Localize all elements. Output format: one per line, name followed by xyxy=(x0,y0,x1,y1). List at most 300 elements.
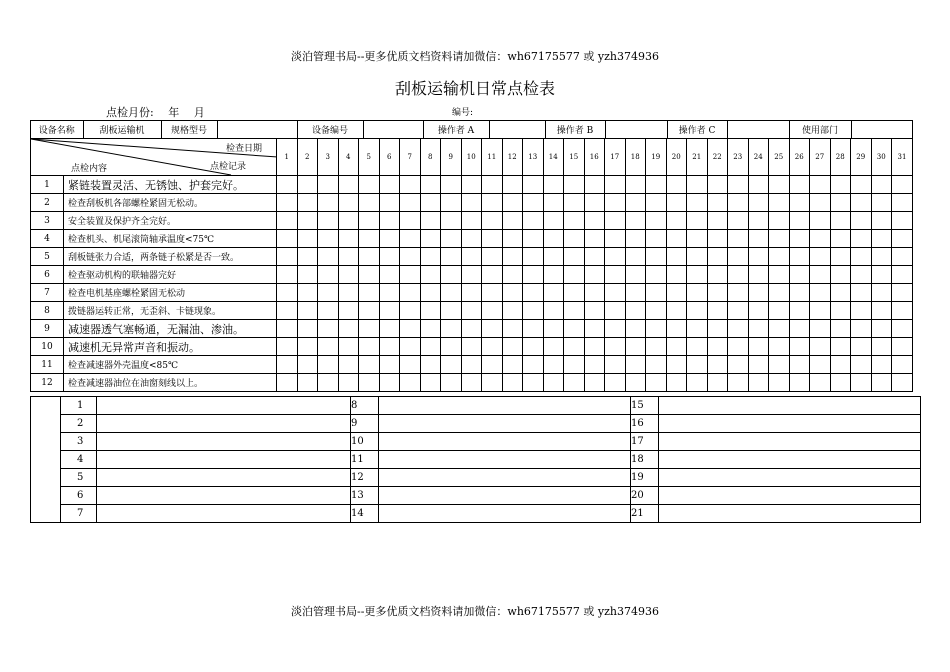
check-cell[interactable] xyxy=(625,374,646,392)
check-cell[interactable] xyxy=(523,284,544,302)
department-value-cell[interactable] xyxy=(851,121,913,138)
check-cell[interactable] xyxy=(830,320,851,338)
check-cell[interactable] xyxy=(564,284,585,302)
check-cell[interactable] xyxy=(707,302,728,320)
check-cell[interactable] xyxy=(666,176,687,194)
check-cell[interactable] xyxy=(625,230,646,248)
check-cell[interactable] xyxy=(461,338,482,356)
check-cell[interactable] xyxy=(420,176,441,194)
check-cell[interactable] xyxy=(400,230,421,248)
check-cell[interactable] xyxy=(543,356,564,374)
check-cell[interactable] xyxy=(625,302,646,320)
check-cell[interactable] xyxy=(769,374,790,392)
check-cell[interactable] xyxy=(420,266,441,284)
check-cell[interactable] xyxy=(830,374,851,392)
check-cell[interactable] xyxy=(338,194,359,212)
check-cell[interactable] xyxy=(789,266,810,284)
check-cell[interactable] xyxy=(318,320,339,338)
check-cell[interactable] xyxy=(318,302,339,320)
check-cell[interactable] xyxy=(441,266,462,284)
check-cell[interactable] xyxy=(851,356,872,374)
check-cell[interactable] xyxy=(687,212,708,230)
check-cell[interactable] xyxy=(318,212,339,230)
check-cell[interactable] xyxy=(584,212,605,230)
check-cell[interactable] xyxy=(400,248,421,266)
check-cell[interactable] xyxy=(646,266,667,284)
check-cell[interactable] xyxy=(379,212,400,230)
check-cell[interactable] xyxy=(851,212,872,230)
check-cell[interactable] xyxy=(646,248,667,266)
check-cell[interactable] xyxy=(461,248,482,266)
check-cell[interactable] xyxy=(769,230,790,248)
check-cell[interactable] xyxy=(338,302,359,320)
check-cell[interactable] xyxy=(523,320,544,338)
check-cell[interactable] xyxy=(707,212,728,230)
check-cell[interactable] xyxy=(851,248,872,266)
check-cell[interactable] xyxy=(810,266,831,284)
check-cell[interactable] xyxy=(666,248,687,266)
note-entry-cell[interactable] xyxy=(659,469,921,487)
check-cell[interactable] xyxy=(359,194,380,212)
check-cell[interactable] xyxy=(359,212,380,230)
check-cell[interactable] xyxy=(707,320,728,338)
check-cell[interactable] xyxy=(810,176,831,194)
check-cell[interactable] xyxy=(584,338,605,356)
check-cell[interactable] xyxy=(892,194,913,212)
check-cell[interactable] xyxy=(625,356,646,374)
check-cell[interactable] xyxy=(482,194,503,212)
check-cell[interactable] xyxy=(338,266,359,284)
check-cell[interactable] xyxy=(502,248,523,266)
check-cell[interactable] xyxy=(277,212,298,230)
check-cell[interactable] xyxy=(666,284,687,302)
check-cell[interactable] xyxy=(441,338,462,356)
check-cell[interactable] xyxy=(584,320,605,338)
check-cell[interactable] xyxy=(810,338,831,356)
check-cell[interactable] xyxy=(277,266,298,284)
check-cell[interactable] xyxy=(564,176,585,194)
note-entry-cell[interactable] xyxy=(97,397,351,415)
check-cell[interactable] xyxy=(871,320,892,338)
note-entry-cell[interactable] xyxy=(379,487,631,505)
note-entry-cell[interactable] xyxy=(659,397,921,415)
check-cell[interactable] xyxy=(564,302,585,320)
check-cell[interactable] xyxy=(420,212,441,230)
check-cell[interactable] xyxy=(420,248,441,266)
check-cell[interactable] xyxy=(379,266,400,284)
check-cell[interactable] xyxy=(482,266,503,284)
check-cell[interactable] xyxy=(461,176,482,194)
check-cell[interactable] xyxy=(502,320,523,338)
check-cell[interactable] xyxy=(441,194,462,212)
check-cell[interactable] xyxy=(748,194,769,212)
check-cell[interactable] xyxy=(625,176,646,194)
equipment-no-value-cell[interactable] xyxy=(363,121,423,138)
check-cell[interactable] xyxy=(584,230,605,248)
check-cell[interactable] xyxy=(646,230,667,248)
check-cell[interactable] xyxy=(523,230,544,248)
model-value-cell[interactable] xyxy=(217,121,297,138)
check-cell[interactable] xyxy=(830,338,851,356)
check-cell[interactable] xyxy=(646,284,667,302)
check-cell[interactable] xyxy=(769,302,790,320)
check-cell[interactable] xyxy=(277,374,298,392)
note-entry-cell[interactable] xyxy=(659,451,921,469)
check-cell[interactable] xyxy=(810,284,831,302)
check-cell[interactable] xyxy=(564,266,585,284)
note-entry-cell[interactable] xyxy=(97,433,351,451)
check-cell[interactable] xyxy=(482,320,503,338)
check-cell[interactable] xyxy=(769,338,790,356)
check-cell[interactable] xyxy=(769,248,790,266)
check-cell[interactable] xyxy=(359,248,380,266)
check-cell[interactable] xyxy=(543,230,564,248)
note-entry-cell[interactable] xyxy=(97,487,351,505)
check-cell[interactable] xyxy=(441,284,462,302)
check-cell[interactable] xyxy=(482,284,503,302)
check-cell[interactable] xyxy=(543,338,564,356)
check-cell[interactable] xyxy=(502,230,523,248)
check-cell[interactable] xyxy=(359,320,380,338)
check-cell[interactable] xyxy=(748,356,769,374)
check-cell[interactable] xyxy=(851,338,872,356)
check-cell[interactable] xyxy=(728,302,749,320)
check-cell[interactable] xyxy=(625,284,646,302)
check-cell[interactable] xyxy=(400,356,421,374)
check-cell[interactable] xyxy=(461,230,482,248)
note-entry-cell[interactable] xyxy=(97,451,351,469)
check-cell[interactable] xyxy=(687,248,708,266)
check-cell[interactable] xyxy=(277,230,298,248)
check-cell[interactable] xyxy=(277,320,298,338)
check-cell[interactable] xyxy=(441,320,462,338)
check-cell[interactable] xyxy=(728,374,749,392)
check-cell[interactable] xyxy=(400,284,421,302)
check-cell[interactable] xyxy=(564,338,585,356)
check-cell[interactable] xyxy=(277,194,298,212)
check-cell[interactable] xyxy=(646,374,667,392)
check-cell[interactable] xyxy=(769,356,790,374)
check-cell[interactable] xyxy=(789,374,810,392)
check-cell[interactable] xyxy=(277,248,298,266)
check-cell[interactable] xyxy=(318,176,339,194)
check-cell[interactable] xyxy=(461,266,482,284)
check-cell[interactable] xyxy=(748,338,769,356)
check-cell[interactable] xyxy=(789,302,810,320)
check-cell[interactable] xyxy=(297,338,318,356)
check-cell[interactable] xyxy=(543,374,564,392)
operator-a-value-cell[interactable] xyxy=(489,121,545,138)
check-cell[interactable] xyxy=(748,266,769,284)
check-cell[interactable] xyxy=(605,374,626,392)
check-cell[interactable] xyxy=(728,194,749,212)
check-cell[interactable] xyxy=(707,356,728,374)
check-cell[interactable] xyxy=(769,212,790,230)
check-cell[interactable] xyxy=(605,302,626,320)
check-cell[interactable] xyxy=(810,248,831,266)
check-cell[interactable] xyxy=(584,176,605,194)
check-cell[interactable] xyxy=(502,212,523,230)
check-cell[interactable] xyxy=(810,374,831,392)
check-cell[interactable] xyxy=(318,284,339,302)
check-cell[interactable] xyxy=(871,356,892,374)
check-cell[interactable] xyxy=(420,374,441,392)
check-cell[interactable] xyxy=(851,374,872,392)
check-cell[interactable] xyxy=(297,266,318,284)
note-entry-cell[interactable] xyxy=(659,433,921,451)
check-cell[interactable] xyxy=(297,356,318,374)
check-cell[interactable] xyxy=(748,284,769,302)
check-cell[interactable] xyxy=(851,194,872,212)
check-cell[interactable] xyxy=(359,266,380,284)
check-cell[interactable] xyxy=(666,338,687,356)
check-cell[interactable] xyxy=(830,230,851,248)
check-cell[interactable] xyxy=(400,212,421,230)
check-cell[interactable] xyxy=(687,176,708,194)
check-cell[interactable] xyxy=(543,212,564,230)
check-cell[interactable] xyxy=(666,230,687,248)
check-cell[interactable] xyxy=(769,320,790,338)
check-cell[interactable] xyxy=(543,320,564,338)
check-cell[interactable] xyxy=(707,248,728,266)
check-cell[interactable] xyxy=(851,284,872,302)
check-cell[interactable] xyxy=(523,266,544,284)
check-cell[interactable] xyxy=(379,302,400,320)
check-cell[interactable] xyxy=(338,374,359,392)
check-cell[interactable] xyxy=(523,338,544,356)
check-cell[interactable] xyxy=(892,212,913,230)
note-entry-cell[interactable] xyxy=(97,505,351,523)
check-cell[interactable] xyxy=(625,212,646,230)
check-cell[interactable] xyxy=(871,230,892,248)
check-cell[interactable] xyxy=(400,176,421,194)
check-cell[interactable] xyxy=(748,374,769,392)
check-cell[interactable] xyxy=(338,248,359,266)
operator-b-value-cell[interactable] xyxy=(605,121,667,138)
check-cell[interactable] xyxy=(461,356,482,374)
note-entry-cell[interactable] xyxy=(379,433,631,451)
check-cell[interactable] xyxy=(666,212,687,230)
note-entry-cell[interactable] xyxy=(97,469,351,487)
check-cell[interactable] xyxy=(625,248,646,266)
check-cell[interactable] xyxy=(892,374,913,392)
note-entry-cell[interactable] xyxy=(379,505,631,523)
check-cell[interactable] xyxy=(482,230,503,248)
check-cell[interactable] xyxy=(625,338,646,356)
check-cell[interactable] xyxy=(379,374,400,392)
check-cell[interactable] xyxy=(810,320,831,338)
check-cell[interactable] xyxy=(420,302,441,320)
check-cell[interactable] xyxy=(851,230,872,248)
check-cell[interactable] xyxy=(297,194,318,212)
check-cell[interactable] xyxy=(379,194,400,212)
check-cell[interactable] xyxy=(687,338,708,356)
check-cell[interactable] xyxy=(543,302,564,320)
check-cell[interactable] xyxy=(277,356,298,374)
check-cell[interactable] xyxy=(543,194,564,212)
check-cell[interactable] xyxy=(564,320,585,338)
note-entry-cell[interactable] xyxy=(379,397,631,415)
check-cell[interactable] xyxy=(297,320,318,338)
check-cell[interactable] xyxy=(830,266,851,284)
check-cell[interactable] xyxy=(707,266,728,284)
check-cell[interactable] xyxy=(707,284,728,302)
check-cell[interactable] xyxy=(646,302,667,320)
check-cell[interactable] xyxy=(564,230,585,248)
check-cell[interactable] xyxy=(379,176,400,194)
check-cell[interactable] xyxy=(318,248,339,266)
check-cell[interactable] xyxy=(687,266,708,284)
check-cell[interactable] xyxy=(297,212,318,230)
check-cell[interactable] xyxy=(543,176,564,194)
check-cell[interactable] xyxy=(810,302,831,320)
check-cell[interactable] xyxy=(379,230,400,248)
check-cell[interactable] xyxy=(830,356,851,374)
check-cell[interactable] xyxy=(502,302,523,320)
check-cell[interactable] xyxy=(359,176,380,194)
check-cell[interactable] xyxy=(646,338,667,356)
check-cell[interactable] xyxy=(523,212,544,230)
check-cell[interactable] xyxy=(502,266,523,284)
check-cell[interactable] xyxy=(871,338,892,356)
check-cell[interactable] xyxy=(707,176,728,194)
check-cell[interactable] xyxy=(851,176,872,194)
check-cell[interactable] xyxy=(338,320,359,338)
check-cell[interactable] xyxy=(646,356,667,374)
check-cell[interactable] xyxy=(687,302,708,320)
check-cell[interactable] xyxy=(584,374,605,392)
check-cell[interactable] xyxy=(830,176,851,194)
check-cell[interactable] xyxy=(359,230,380,248)
check-cell[interactable] xyxy=(379,356,400,374)
check-cell[interactable] xyxy=(666,266,687,284)
check-cell[interactable] xyxy=(297,230,318,248)
check-cell[interactable] xyxy=(605,248,626,266)
check-cell[interactable] xyxy=(420,194,441,212)
check-cell[interactable] xyxy=(851,320,872,338)
check-cell[interactable] xyxy=(441,356,462,374)
check-cell[interactable] xyxy=(892,248,913,266)
check-cell[interactable] xyxy=(584,248,605,266)
check-cell[interactable] xyxy=(707,338,728,356)
check-cell[interactable] xyxy=(482,374,503,392)
check-cell[interactable] xyxy=(871,176,892,194)
check-cell[interactable] xyxy=(789,320,810,338)
check-cell[interactable] xyxy=(748,248,769,266)
check-cell[interactable] xyxy=(625,320,646,338)
check-cell[interactable] xyxy=(379,320,400,338)
check-cell[interactable] xyxy=(359,356,380,374)
check-cell[interactable] xyxy=(400,302,421,320)
check-cell[interactable] xyxy=(646,194,667,212)
check-cell[interactable] xyxy=(338,356,359,374)
check-cell[interactable] xyxy=(523,194,544,212)
check-cell[interactable] xyxy=(605,356,626,374)
check-cell[interactable] xyxy=(523,374,544,392)
check-cell[interactable] xyxy=(482,248,503,266)
check-cell[interactable] xyxy=(400,338,421,356)
check-cell[interactable] xyxy=(420,284,441,302)
check-cell[interactable] xyxy=(892,230,913,248)
check-cell[interactable] xyxy=(502,284,523,302)
check-cell[interactable] xyxy=(359,302,380,320)
check-cell[interactable] xyxy=(420,230,441,248)
check-cell[interactable] xyxy=(851,302,872,320)
check-cell[interactable] xyxy=(523,176,544,194)
check-cell[interactable] xyxy=(707,194,728,212)
check-cell[interactable] xyxy=(482,176,503,194)
check-cell[interactable] xyxy=(605,320,626,338)
check-cell[interactable] xyxy=(728,266,749,284)
check-cell[interactable] xyxy=(769,284,790,302)
check-cell[interactable] xyxy=(338,230,359,248)
check-cell[interactable] xyxy=(769,266,790,284)
check-cell[interactable] xyxy=(892,302,913,320)
check-cell[interactable] xyxy=(318,356,339,374)
check-cell[interactable] xyxy=(687,194,708,212)
check-cell[interactable] xyxy=(543,248,564,266)
check-cell[interactable] xyxy=(687,230,708,248)
check-cell[interactable] xyxy=(810,212,831,230)
check-cell[interactable] xyxy=(318,266,339,284)
check-cell[interactable] xyxy=(318,230,339,248)
check-cell[interactable] xyxy=(625,266,646,284)
check-cell[interactable] xyxy=(830,284,851,302)
check-cell[interactable] xyxy=(605,230,626,248)
check-cell[interactable] xyxy=(687,284,708,302)
check-cell[interactable] xyxy=(379,338,400,356)
check-cell[interactable] xyxy=(318,194,339,212)
note-entry-cell[interactable] xyxy=(659,415,921,433)
check-cell[interactable] xyxy=(707,230,728,248)
check-cell[interactable] xyxy=(789,356,810,374)
check-cell[interactable] xyxy=(277,284,298,302)
check-cell[interactable] xyxy=(523,356,544,374)
check-cell[interactable] xyxy=(789,284,810,302)
check-cell[interactable] xyxy=(461,374,482,392)
check-cell[interactable] xyxy=(359,284,380,302)
check-cell[interactable] xyxy=(564,194,585,212)
check-cell[interactable] xyxy=(789,230,810,248)
check-cell[interactable] xyxy=(666,356,687,374)
note-entry-cell[interactable] xyxy=(379,415,631,433)
check-cell[interactable] xyxy=(789,176,810,194)
check-cell[interactable] xyxy=(420,338,441,356)
check-cell[interactable] xyxy=(871,212,892,230)
note-entry-cell[interactable] xyxy=(97,415,351,433)
check-cell[interactable] xyxy=(605,284,626,302)
check-cell[interactable] xyxy=(605,176,626,194)
check-cell[interactable] xyxy=(297,302,318,320)
check-cell[interactable] xyxy=(564,374,585,392)
check-cell[interactable] xyxy=(297,284,318,302)
check-cell[interactable] xyxy=(523,248,544,266)
check-cell[interactable] xyxy=(297,374,318,392)
check-cell[interactable] xyxy=(748,302,769,320)
check-cell[interactable] xyxy=(892,266,913,284)
check-cell[interactable] xyxy=(830,194,851,212)
check-cell[interactable] xyxy=(543,266,564,284)
check-cell[interactable] xyxy=(564,356,585,374)
check-cell[interactable] xyxy=(502,374,523,392)
check-cell[interactable] xyxy=(400,266,421,284)
check-cell[interactable] xyxy=(830,248,851,266)
check-cell[interactable] xyxy=(871,248,892,266)
check-cell[interactable] xyxy=(707,374,728,392)
check-cell[interactable] xyxy=(769,176,790,194)
check-cell[interactable] xyxy=(789,248,810,266)
check-cell[interactable] xyxy=(502,194,523,212)
